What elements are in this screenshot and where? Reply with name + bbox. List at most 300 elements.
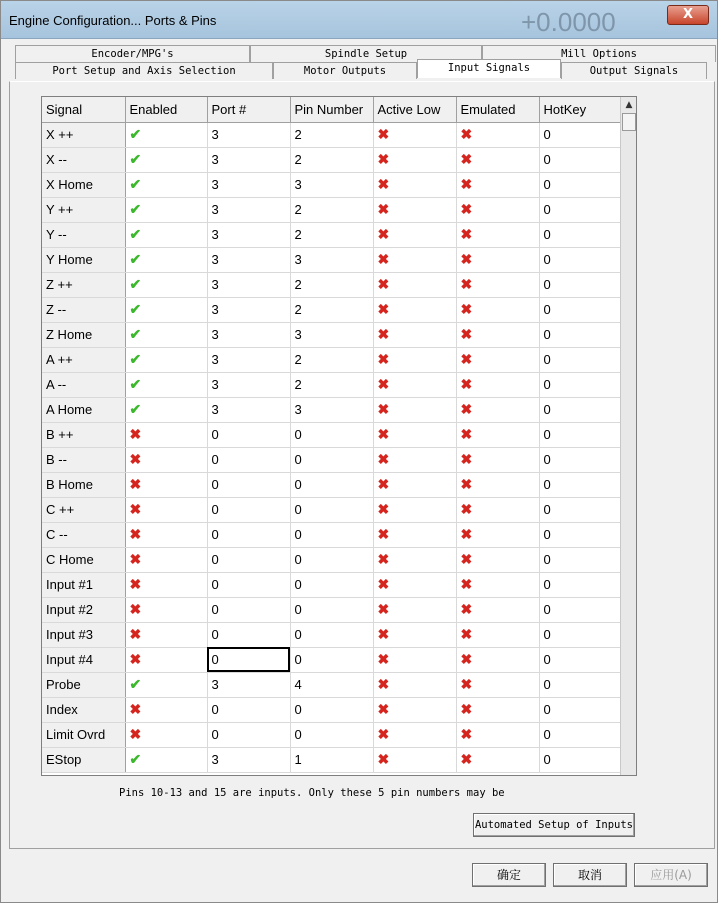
enabled-cell[interactable] [125,722,207,747]
check-icon: ✔ [129,751,142,767]
table-row[interactable] [42,472,621,497]
cross-icon: ✖ [460,551,473,567]
signal-cell[interactable]: Z Home [42,322,125,347]
cross-icon: ✖ [129,626,142,642]
emulated-cell[interactable] [456,297,539,322]
tab-strip [15,45,715,81]
header-port[interactable]: Port # [207,97,290,122]
port-cell[interactable]: 3 [207,672,290,697]
active-low-cell[interactable] [373,547,456,572]
port-cell[interactable]: 0 [207,647,290,672]
hotkey-cell[interactable]: 0 [539,247,621,272]
cross-icon: ✖ [377,351,390,367]
active-low-cell[interactable] [373,272,456,297]
signal-cell[interactable]: Index [42,697,125,722]
cross-icon: ✖ [377,751,390,767]
emulated-cell[interactable] [456,172,539,197]
header-row [42,97,621,122]
emulated-cell[interactable] [456,122,539,147]
hotkey-cell[interactable]: 0 [539,347,621,372]
header-enabled[interactable]: Enabled [125,97,207,122]
hotkey-cell[interactable]: 0 [539,222,621,247]
emulated-cell[interactable] [456,672,539,697]
cross-icon: ✖ [460,151,473,167]
check-icon: ✔ [129,176,142,192]
tab-port-setup[interactable]: Port Setup and Axis Selection [15,62,273,79]
active-low-cell[interactable] [373,697,456,722]
cross-icon: ✖ [129,726,142,742]
table-row[interactable] [42,622,621,647]
pin-number-cell[interactable]: 0 [290,547,373,572]
active-low-cell[interactable] [373,622,456,647]
cross-icon: ✖ [377,126,390,142]
hotkey-cell[interactable]: 0 [539,272,621,297]
table-row[interactable] [42,122,621,147]
table-row[interactable] [42,272,621,297]
port-cell[interactable]: 3 [207,247,290,272]
hotkey-cell[interactable]: 0 [539,672,621,697]
cross-icon: ✖ [129,501,142,517]
hotkey-cell[interactable]: 0 [539,197,621,222]
pin-number-cell[interactable]: 1 [290,747,373,772]
pins-note: Pins 10-13 and 15 are inputs. Only these 5 pin numbers may be [119,787,505,799]
emulated-cell[interactable] [456,447,539,472]
port-cell[interactable]: 3 [207,372,290,397]
table-row[interactable] [42,422,621,447]
cross-icon: ✖ [377,176,390,192]
table-row[interactable] [42,197,621,222]
cross-icon: ✖ [377,726,390,742]
background-dro-readout: +0.0000 [521,7,616,37]
hotkey-cell[interactable]: 0 [539,547,621,572]
close-button[interactable]: X [667,5,709,25]
check-icon: ✔ [129,276,142,292]
check-icon: ✔ [129,376,142,392]
tab-motor-outputs[interactable]: Motor Outputs [273,62,417,79]
enabled-cell[interactable] [125,122,207,147]
enabled-cell[interactable] [125,347,207,372]
table-row[interactable] [42,747,621,772]
port-cell[interactable]: 0 [207,547,290,572]
port-cell[interactable]: 0 [207,422,290,447]
port-cell[interactable]: 3 [207,397,290,422]
hotkey-cell[interactable]: 0 [539,297,621,322]
enabled-cell[interactable] [125,297,207,322]
signal-cell[interactable]: A -- [42,372,125,397]
pin-number-cell[interactable]: 0 [290,697,373,722]
pin-number-cell[interactable]: 0 [290,597,373,622]
header-signal[interactable]: Signal [42,97,125,122]
cross-icon: ✖ [460,601,473,617]
scroll-thumb[interactable] [622,113,636,131]
pin-number-cell[interactable]: 2 [290,372,373,397]
tab-encoder-mpgs[interactable]: Encoder/MPG's [15,45,250,62]
input-signals-grid[interactable] [41,96,637,776]
port-cell[interactable]: 0 [207,697,290,722]
check-icon: ✔ [129,151,142,167]
cross-icon: ✖ [129,451,142,467]
emulated-cell[interactable] [456,397,539,422]
active-low-cell[interactable] [373,747,456,772]
enabled-cell[interactable] [125,472,207,497]
signal-cell[interactable]: Y ++ [42,197,125,222]
hotkey-cell[interactable]: 0 [539,572,621,597]
pin-number-cell[interactable]: 0 [290,572,373,597]
enabled-cell[interactable] [125,222,207,247]
cross-icon: ✖ [460,426,473,442]
pin-number-cell[interactable]: 2 [290,347,373,372]
active-low-cell[interactable] [373,572,456,597]
hotkey-cell[interactable]: 0 [539,497,621,522]
pin-number-cell[interactable]: 2 [290,147,373,172]
active-low-cell[interactable] [373,497,456,522]
emulated-cell[interactable] [456,347,539,372]
cancel-button[interactable]: 取消 [553,863,627,887]
enabled-cell[interactable] [125,647,207,672]
emulated-cell[interactable] [456,147,539,172]
table-row[interactable] [42,597,621,622]
active-low-cell[interactable] [373,672,456,697]
cross-icon: ✖ [460,326,473,342]
cross-icon: ✖ [377,501,390,517]
hotkey-cell[interactable]: 0 [539,697,621,722]
cross-icon: ✖ [460,476,473,492]
active-low-cell[interactable] [373,372,456,397]
table-row[interactable] [42,247,621,272]
pin-number-cell[interactable]: 2 [290,122,373,147]
port-cell[interactable]: 3 [207,347,290,372]
header-hotkey[interactable]: HotKey [539,97,621,122]
active-low-cell[interactable] [373,297,456,322]
cross-icon: ✖ [460,126,473,142]
signal-cell[interactable]: A ++ [42,347,125,372]
cross-icon: ✖ [377,526,390,542]
hotkey-cell[interactable]: 0 [539,472,621,497]
cross-icon: ✖ [460,351,473,367]
enabled-cell[interactable] [125,572,207,597]
pin-number-cell[interactable]: 0 [290,522,373,547]
port-cell[interactable]: 3 [207,297,290,322]
pin-number-cell[interactable]: 0 [290,447,373,472]
cross-icon: ✖ [377,701,390,717]
cross-icon: ✖ [377,651,390,667]
pin-number-cell[interactable]: 3 [290,322,373,347]
cross-icon: ✖ [377,226,390,242]
port-cell[interactable]: 3 [207,197,290,222]
pin-number-cell[interactable]: 2 [290,222,373,247]
cross-icon: ✖ [377,426,390,442]
cross-icon: ✖ [460,376,473,392]
cross-icon: ✖ [460,251,473,267]
port-cell[interactable]: 0 [207,622,290,647]
table-row[interactable] [42,297,621,322]
signal-cell[interactable]: Y -- [42,222,125,247]
active-low-cell[interactable] [373,122,456,147]
hotkey-cell[interactable]: 0 [539,647,621,672]
emulated-cell[interactable] [456,272,539,297]
check-icon: ✔ [129,126,142,142]
port-cell[interactable]: 3 [207,172,290,197]
header-emulated[interactable]: Emulated [456,97,539,122]
table-row[interactable] [42,172,621,197]
cross-icon: ✖ [460,501,473,517]
hotkey-cell[interactable]: 0 [539,372,621,397]
hotkey-cell[interactable]: 0 [539,322,621,347]
emulated-cell[interactable] [456,497,539,522]
enabled-cell[interactable] [125,147,207,172]
signal-cell[interactable]: Z -- [42,297,125,322]
emulated-cell[interactable] [456,722,539,747]
cross-icon: ✖ [377,151,390,167]
active-low-cell[interactable] [373,397,456,422]
port-cell[interactable]: 3 [207,272,290,297]
check-icon: ✔ [129,301,142,317]
pin-number-cell[interactable]: 2 [290,272,373,297]
enabled-cell[interactable] [125,172,207,197]
enabled-cell[interactable] [125,447,207,472]
enabled-cell[interactable] [125,372,207,397]
title-bar[interactable] [1,1,717,39]
active-low-cell[interactable] [373,322,456,347]
table-row[interactable] [42,497,621,522]
signal-cell[interactable]: EStop [42,747,125,772]
port-cell[interactable]: 3 [207,747,290,772]
enabled-cell[interactable] [125,522,207,547]
cross-icon: ✖ [129,426,142,442]
cross-icon: ✖ [129,601,142,617]
apply-button[interactable]: 应用(A) [634,863,708,887]
signal-cell[interactable]: Input #1 [42,572,125,597]
signal-cell[interactable]: B ++ [42,422,125,447]
active-low-cell[interactable] [373,347,456,372]
enabled-cell[interactable] [125,497,207,522]
port-cell[interactable]: 0 [207,447,290,472]
hotkey-cell[interactable]: 0 [539,147,621,172]
emulated-cell[interactable] [456,422,539,447]
enabled-cell[interactable] [125,747,207,772]
cross-icon: ✖ [129,476,142,492]
port-cell[interactable]: 3 [207,122,290,147]
cross-icon: ✖ [460,301,473,317]
port-cell[interactable]: 0 [207,597,290,622]
table-row[interactable] [42,147,621,172]
check-icon: ✔ [129,226,142,242]
emulated-cell[interactable] [456,647,539,672]
table-row[interactable] [42,547,621,572]
emulated-cell[interactable] [456,222,539,247]
table-row[interactable] [42,672,621,697]
active-low-cell[interactable] [373,522,456,547]
enabled-cell[interactable] [125,597,207,622]
port-cell[interactable]: 3 [207,222,290,247]
signal-cell[interactable]: X -- [42,147,125,172]
check-icon: ✔ [129,351,142,367]
header-pin-number[interactable]: Pin Number [290,97,373,122]
tab-spindle-setup[interactable]: Spindle Setup [250,45,482,62]
emulated-cell[interactable] [456,472,539,497]
hotkey-cell[interactable]: 0 [539,172,621,197]
signal-cell[interactable]: Y Home [42,247,125,272]
pin-number-cell[interactable]: 0 [290,497,373,522]
signal-cell[interactable]: B -- [42,447,125,472]
hotkey-cell[interactable]: 0 [539,447,621,472]
active-low-cell[interactable] [373,197,456,222]
signal-cell[interactable]: Z ++ [42,272,125,297]
emulated-cell[interactable] [456,572,539,597]
enabled-cell[interactable] [125,197,207,222]
emulated-cell[interactable] [456,622,539,647]
signal-cell[interactable]: Input #4 [42,647,125,672]
cross-icon: ✖ [460,576,473,592]
table-row[interactable] [42,647,621,672]
cross-icon: ✖ [460,526,473,542]
emulated-cell[interactable] [456,747,539,772]
table-row[interactable] [42,697,621,722]
signal-cell[interactable]: B Home [42,472,125,497]
cross-icon: ✖ [460,226,473,242]
header-active-low[interactable]: Active Low [373,97,456,122]
emulated-cell[interactable] [456,697,539,722]
enabled-cell[interactable] [125,422,207,447]
enabled-cell[interactable] [125,247,207,272]
signal-cell[interactable]: C -- [42,522,125,547]
cross-icon: ✖ [377,576,390,592]
cross-icon: ✖ [377,476,390,492]
cross-icon: ✖ [377,276,390,292]
cross-icon: ✖ [460,176,473,192]
cross-icon: ✖ [129,526,142,542]
cross-icon: ✖ [377,201,390,217]
emulated-cell[interactable] [456,247,539,272]
active-low-cell[interactable] [373,597,456,622]
cross-icon: ✖ [129,551,142,567]
emulated-cell[interactable] [456,322,539,347]
hotkey-cell[interactable]: 0 [539,522,621,547]
signal-cell[interactable]: X Home [42,172,125,197]
vertical-scrollbar[interactable] [620,97,636,775]
port-cell[interactable]: 3 [207,322,290,347]
hotkey-cell[interactable]: 0 [539,747,621,772]
signal-cell[interactable]: A Home [42,397,125,422]
ok-button[interactable]: 确定 [472,863,546,887]
signal-cell[interactable]: Probe [42,672,125,697]
pin-number-cell[interactable]: 2 [290,297,373,322]
port-cell[interactable]: 3 [207,147,290,172]
cross-icon: ✖ [460,626,473,642]
signal-cell[interactable]: Limit Ovrd [42,722,125,747]
tab-mill-options[interactable]: Mill Options [482,45,716,62]
pin-number-cell[interactable]: 2 [290,197,373,222]
scroll-up-arrow-icon[interactable]: ▲ [625,100,633,110]
active-low-cell[interactable] [373,447,456,472]
enabled-cell[interactable] [125,272,207,297]
port-cell[interactable]: 0 [207,572,290,597]
pin-number-cell[interactable]: 0 [290,622,373,647]
hotkey-cell[interactable]: 0 [539,597,621,622]
cross-icon: ✖ [129,576,142,592]
hotkey-cell[interactable]: 0 [539,722,621,747]
pin-number-cell[interactable]: 4 [290,672,373,697]
active-low-cell[interactable] [373,422,456,447]
pin-number-cell[interactable]: 0 [290,472,373,497]
pin-number-cell[interactable]: 3 [290,172,373,197]
check-icon: ✔ [129,251,142,267]
table-row[interactable] [42,372,621,397]
port-cell[interactable]: 0 [207,522,290,547]
cross-icon: ✖ [460,651,473,667]
enabled-cell[interactable] [125,672,207,697]
cross-icon: ✖ [377,326,390,342]
active-low-cell[interactable] [373,647,456,672]
port-cell[interactable]: 0 [207,472,290,497]
signal-cell[interactable]: C ++ [42,497,125,522]
check-icon: ✔ [129,201,142,217]
pin-number-cell[interactable]: 0 [290,422,373,447]
emulated-cell[interactable] [456,547,539,572]
signal-cell[interactable]: Input #2 [42,597,125,622]
enabled-cell[interactable] [125,697,207,722]
pin-number-cell[interactable]: 3 [290,397,373,422]
table-row[interactable] [42,722,621,747]
active-low-cell[interactable] [373,222,456,247]
window-title: Engine Configuration... Ports & Pins [9,13,217,28]
enabled-cell[interactable] [125,547,207,572]
hotkey-cell[interactable]: 0 [539,122,621,147]
cross-icon: ✖ [460,401,473,417]
automated-setup-button[interactable]: Automated Setup of Inputs [473,813,635,837]
table-row[interactable] [42,522,621,547]
emulated-cell[interactable] [456,197,539,222]
active-low-cell[interactable] [373,147,456,172]
tab-input-signals[interactable]: Input Signals [417,59,561,78]
check-icon: ✔ [129,401,142,417]
table-row[interactable] [42,322,621,347]
port-cell[interactable]: 0 [207,497,290,522]
hotkey-cell[interactable]: 0 [539,397,621,422]
table-row[interactable] [42,347,621,372]
cross-icon: ✖ [460,751,473,767]
pin-number-cell[interactable]: 0 [290,722,373,747]
hotkey-cell[interactable]: 0 [539,622,621,647]
pin-number-cell[interactable]: 0 [290,647,373,672]
enabled-cell[interactable] [125,397,207,422]
cross-icon: ✖ [377,451,390,467]
check-icon: ✔ [129,676,142,692]
port-cell[interactable]: 0 [207,722,290,747]
cross-icon: ✖ [377,676,390,692]
active-low-cell[interactable] [373,172,456,197]
enabled-cell[interactable] [125,622,207,647]
active-low-cell[interactable] [373,472,456,497]
pin-number-cell[interactable]: 3 [290,247,373,272]
emulated-cell[interactable] [456,597,539,622]
table-row[interactable] [42,397,621,422]
signal-cell[interactable]: X ++ [42,122,125,147]
table-row[interactable] [42,222,621,247]
emulated-cell[interactable] [456,372,539,397]
hotkey-cell[interactable]: 0 [539,422,621,447]
enabled-cell[interactable] [125,322,207,347]
cross-icon: ✖ [460,726,473,742]
table-row[interactable] [42,447,621,472]
tab-output-signals[interactable]: Output Signals [561,62,707,79]
active-low-cell[interactable] [373,247,456,272]
signal-cell[interactable]: C Home [42,547,125,572]
table-row[interactable] [42,572,621,597]
active-low-cell[interactable] [373,722,456,747]
emulated-cell[interactable] [456,522,539,547]
signal-cell[interactable]: Input #3 [42,622,125,647]
